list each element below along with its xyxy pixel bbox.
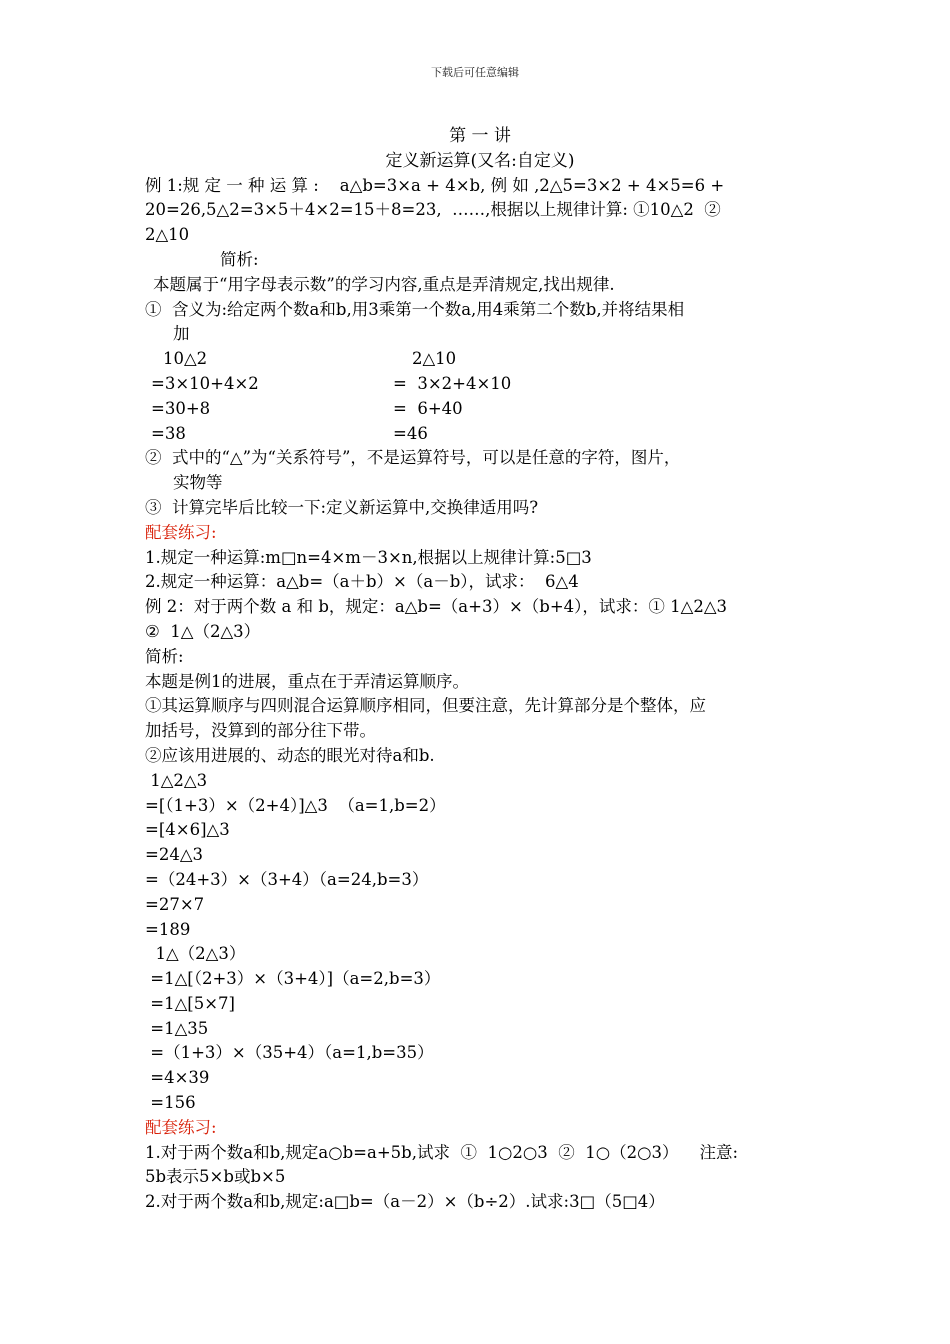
example1-intro: 本题属于“用字母表示数”的学习内容,重点是弄清规定,找出规律. xyxy=(153,274,615,294)
practice2-question2: 2.对于两个数a和b,规定:a□b=（a－2）×（b÷2）.试求:3□（5□4） xyxy=(145,1192,665,1212)
calc-step-a: =189 xyxy=(145,919,191,939)
calc-left: =30+8 xyxy=(151,398,211,418)
practice1-question2: 2.规定一种运算：a△b=（a＋b）×（a－b），试求： 6△4 xyxy=(145,572,579,592)
example1-line3: 2△10 xyxy=(145,225,190,245)
calc-step-a: 1△2△3 xyxy=(145,770,208,790)
example2-point2: ②应该用进展的、动态的眼光对待a和b. xyxy=(145,745,435,765)
calc-step-a: =[4×6]△3 xyxy=(145,820,230,840)
document-body xyxy=(145,124,815,1215)
calc-step-b: =（1+3）×（35+4）（a=1,b=35） xyxy=(145,1043,434,1063)
calc-step-a: =27×7 xyxy=(145,894,205,914)
example1-analysis-label: 简析: xyxy=(220,249,259,269)
document-title: 定义新运算(又名:自定义) xyxy=(385,150,575,171)
calc-left: 10△2 xyxy=(163,349,208,369)
calc-left: =3×10+4×2 xyxy=(151,373,259,393)
calc-row xyxy=(145,397,815,422)
calc-right: = 3×2+4×10 xyxy=(393,373,512,393)
example2-line1: 例 2：对于两个数 a 和 b，规定：a△b=（a+3）×（b+4），试求：① 1△2△3 xyxy=(145,597,728,617)
calc-row xyxy=(145,422,815,447)
practice2-heading: 配套练习: xyxy=(145,1117,217,1137)
lecture-heading: 第 一 讲 xyxy=(449,126,511,146)
example2-intro: 本题是例1的进展，重点在于弄清运算顺序。 xyxy=(145,671,469,691)
practice2-question1-b: 5b表示5×b或b×5 xyxy=(145,1167,286,1187)
calc-step-a: =（24+3）×（3+4）（a=24,b=3） xyxy=(145,869,429,889)
calc-row xyxy=(145,347,815,372)
example1-point3: ③ 计算完毕后比较一下:定义新运算中,交换律适用吗? xyxy=(145,497,539,517)
calc-right: =46 xyxy=(393,423,428,443)
example2-line2: ② 1△（2△3） xyxy=(145,621,261,641)
calc-step-b: =4×39 xyxy=(145,1068,210,1088)
calc-step-b: =156 xyxy=(145,1093,196,1113)
calc-step-a: =24△3 xyxy=(145,845,204,865)
practice1-question1: 1.规定一种运算:m□n=4×m－3×n,根据以上规律计算:5□3 xyxy=(145,547,592,567)
practice1-heading: 配套练习: xyxy=(145,522,217,542)
calc-right: 2△10 xyxy=(412,349,457,369)
practice2-question1-a: 1.对于两个数a和b,规定a○b=a+5b,试求 ① 1○2○3 ② 1○（2○3） 注意: xyxy=(145,1142,739,1162)
calc-right: = 6+40 xyxy=(393,398,463,418)
example1-point1-b: 加 xyxy=(173,324,190,344)
example1-line1: 例 1:规 定 一 种 运 算 : a△b=3×a + 4×b, 例 如 ,2△5=3×2 + 4×5=6 + xyxy=(145,175,725,195)
example2-point1-b: 加括号，没算到的部分往下带。 xyxy=(145,721,376,741)
example1-line2: 20=26,5△2=3×5＋4×2=15＋8=23, ……,根据以上规律计算: ①10△2 ② xyxy=(145,200,721,220)
example1-point2-b: 实物等 xyxy=(173,473,223,493)
calc-step-b: =1△35 xyxy=(145,1018,209,1038)
calc-step-a: =[（1+3）×（2+4）]△3 （a=1,b=2） xyxy=(145,795,446,815)
example1-point2-a: ② 式中的“△”为“关系符号”，不是运算符号，可以是任意的字符，图片， xyxy=(145,448,681,468)
calc-row xyxy=(145,372,815,397)
example2-point1-a: ①其运算顺序与四则混合运算顺序相同，但要注意，先计算部分是个整体，应 xyxy=(145,696,706,716)
header-note: 下载后可任意编辑 xyxy=(431,66,519,79)
calc-step-b: =1△[5×7] xyxy=(145,993,235,1013)
example1-point1-a: ① 含义为:给定两个数a和b,用3乘第一个数a,用4乘第二个数b,并将结果相 xyxy=(145,299,685,319)
example2-analysis-label: 简析: xyxy=(145,646,184,666)
calc-left: =38 xyxy=(151,423,186,443)
calc-step-b: =1△[（2+3）×（3+4）]（a=2,b=3） xyxy=(145,969,441,989)
calc-step-b: 1△（2△3） xyxy=(145,944,246,964)
